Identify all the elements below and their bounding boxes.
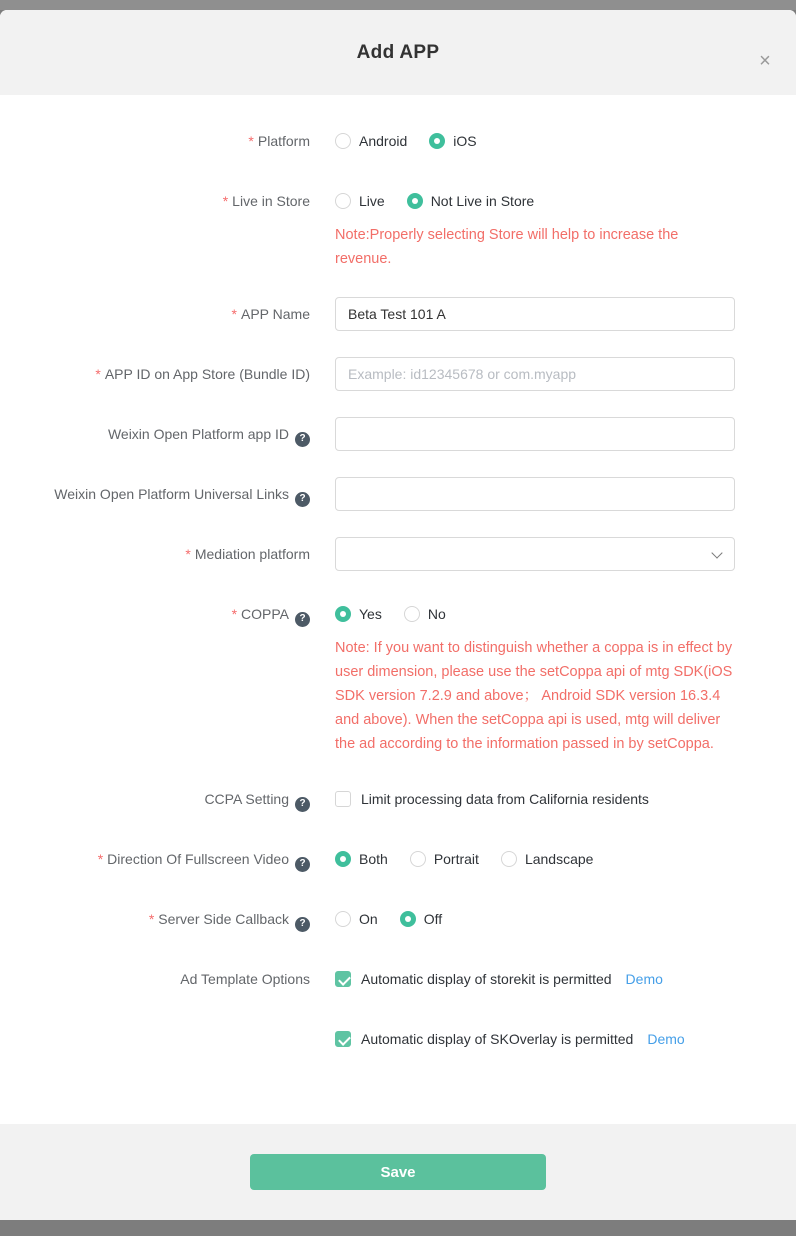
mediation-platform-label: * Mediation platform [185, 546, 310, 562]
radio-landscape[interactable]: Landscape [501, 851, 594, 867]
form-row-coppa [0, 597, 796, 756]
mediation-platform-select[interactable] [335, 537, 735, 571]
ccpa-checkbox-item[interactable]: Limit processing data from California residents [335, 791, 649, 807]
live-in-store-control [335, 184, 735, 271]
form-row-ccpa [0, 782, 796, 816]
coppa-label: * COPPA ? [0, 597, 310, 631]
radio-live-dot[interactable] [335, 193, 351, 209]
form-row-ad-template-1 [0, 962, 796, 996]
radio-ios-dot[interactable] [429, 133, 445, 149]
coppa-control [335, 597, 735, 756]
help-icon[interactable]: ? [295, 432, 310, 447]
radio-portrait-dot[interactable] [410, 851, 426, 867]
bundle-id-control [335, 357, 735, 391]
radio-ios[interactable]: iOS [429, 133, 476, 149]
platform-label: * Platform [248, 133, 310, 149]
modal-header [0, 10, 796, 95]
form-row-weixin-universal-links [0, 477, 796, 511]
required-marker: * [231, 306, 237, 322]
help-icon[interactable]: ? [295, 857, 310, 872]
direction-radio-group [335, 842, 735, 876]
radio-landscape-dot[interactable] [501, 851, 517, 867]
form-row-mediation-platform [0, 537, 796, 571]
help-icon[interactable]: ? [295, 917, 310, 932]
required-marker: * [97, 851, 104, 867]
ad-template-label: Ad Template Options [180, 971, 310, 987]
storekit-checkbox-item[interactable]: Automatic display of storekit is permitted [335, 971, 612, 987]
modal-title: Add APP [356, 41, 440, 63]
radio-both[interactable]: Both [335, 851, 388, 867]
required-marker: * [222, 193, 229, 209]
weixin-universal-links-input[interactable] [335, 477, 735, 511]
direction-label: * Direction Of Fullscreen Video ? [0, 842, 310, 876]
required-marker: * [248, 133, 254, 149]
radio-coppa-no-dot[interactable] [404, 606, 420, 622]
help-icon[interactable]: ? [295, 492, 310, 507]
ccpa-label: CCPA Setting ? [0, 782, 310, 816]
ccpa-checkbox[interactable] [335, 791, 351, 807]
weixin-app-id-input[interactable] [335, 417, 735, 451]
coppa-note: Note: If you want to distinguish whether a coppa is in effect by user dimension, please use the setCoppa api of mtg SDK(iOS SDK version 7.2.9 and above； Android SDK version 16.3.4 and above). When the setCoppa api is used, mtg will deliver the ad according to the information passed in by setCoppa. [335, 640, 733, 752]
weixin-universal-links-control [335, 477, 735, 511]
form-row-bundle-id [0, 357, 796, 391]
radio-android-dot[interactable] [335, 133, 351, 149]
weixin-app-id-label: Weixin Open Platform app ID ? [0, 417, 310, 451]
page-background-top [0, 0, 796, 10]
modal-footer [0, 1124, 796, 1220]
radio-portrait[interactable]: Portrait [410, 851, 479, 867]
required-marker: * [95, 366, 101, 382]
required-marker: * [148, 911, 155, 927]
live-in-store-radio-group [335, 184, 735, 218]
radio-off-dot[interactable] [400, 911, 416, 927]
mediation-platform-control [335, 537, 735, 571]
ccpa-control [335, 782, 735, 816]
server-callback-label: * Server Side Callback ? [0, 902, 310, 936]
storekit-checkbox[interactable] [335, 971, 351, 987]
weixin-app-id-control [335, 417, 735, 451]
radio-off[interactable]: Off [400, 911, 442, 927]
server-callback-radio-group [335, 902, 735, 936]
form-row-live-in-store [0, 184, 796, 271]
help-icon[interactable]: ? [295, 612, 310, 627]
form-row-ad-template-2 [0, 1022, 796, 1056]
chevron-down-icon [711, 547, 722, 558]
radio-android[interactable]: Android [335, 133, 407, 149]
required-marker: * [185, 546, 191, 562]
radio-coppa-yes[interactable]: Yes [335, 606, 382, 622]
radio-on-dot[interactable] [335, 911, 351, 927]
radio-both-dot[interactable] [335, 851, 351, 867]
required-marker: * [231, 606, 238, 622]
skoverlay-checkbox[interactable] [335, 1031, 351, 1047]
radio-not-live[interactable]: Not Live in Store [407, 193, 535, 209]
skoverlay-demo-link[interactable]: Demo [647, 1031, 685, 1047]
app-name-label: * APP Name [231, 306, 310, 322]
ad-template-control-2 [335, 1022, 735, 1056]
add-app-modal [0, 10, 796, 1220]
close-icon[interactable]: × [759, 50, 771, 72]
direction-control [335, 842, 735, 876]
server-callback-control [335, 902, 735, 936]
ad-template-control-1 [335, 962, 735, 996]
coppa-radio-group [335, 597, 735, 631]
form-row-direction [0, 842, 796, 876]
radio-on[interactable]: On [335, 911, 378, 927]
radio-live[interactable]: Live [335, 193, 385, 209]
radio-coppa-no[interactable]: No [404, 606, 446, 622]
radio-not-live-dot[interactable] [407, 193, 423, 209]
form-row-app-name [0, 297, 796, 331]
platform-radio-group [335, 124, 735, 158]
app-name-input[interactable] [335, 297, 735, 331]
help-icon[interactable]: ? [295, 797, 310, 812]
save-button[interactable]: Save [250, 1154, 546, 1190]
modal-body [0, 95, 796, 1124]
live-in-store-note: Note:Properly selecting Store will help to increase the revenue. [335, 227, 679, 267]
app-name-control [335, 297, 735, 331]
weixin-universal-links-label: Weixin Open Platform Universal Links ? [0, 477, 310, 511]
form-row-platform [0, 124, 796, 158]
live-in-store-label: * Live in Store [222, 193, 310, 209]
form-row-weixin-app-id [0, 417, 796, 451]
storekit-demo-link[interactable]: Demo [625, 971, 663, 987]
platform-control [335, 124, 735, 158]
bundle-id-label: * APP ID on App Store (Bundle ID) [95, 366, 310, 382]
skoverlay-checkbox-item[interactable]: Automatic display of SKOverlay is permitted [335, 1031, 633, 1047]
form-row-server-callback [0, 902, 796, 936]
bundle-id-input[interactable] [335, 357, 735, 391]
radio-coppa-yes-dot[interactable] [335, 606, 351, 622]
